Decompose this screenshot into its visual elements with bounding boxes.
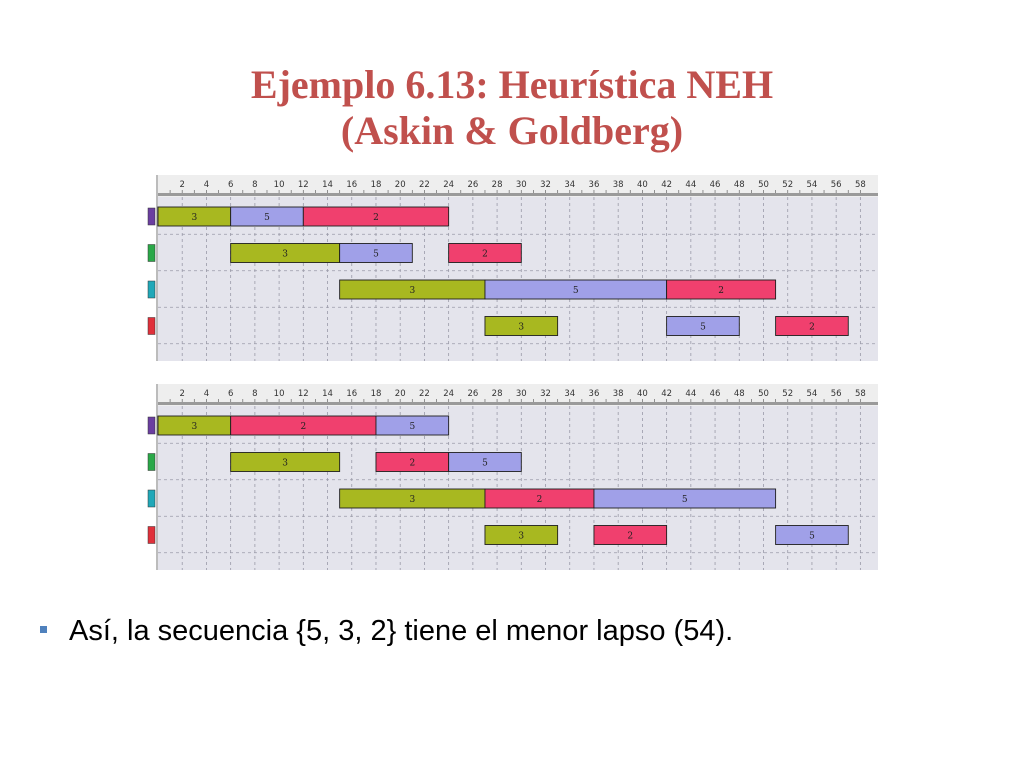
- bullet-marker: [40, 626, 47, 633]
- job-bar-label: 2: [300, 422, 307, 432]
- x-tick-label: 52: [782, 389, 794, 399]
- x-tick-label: 6: [227, 389, 234, 399]
- x-tick-label: 42: [661, 180, 673, 190]
- job-bar-label: 5: [409, 422, 416, 432]
- slide-title: [0, 62, 1024, 154]
- job-bar-label: 3: [282, 458, 289, 469]
- x-tick-label: 14: [322, 180, 333, 190]
- x-tick-label: 56: [830, 389, 842, 399]
- x-tick-label: 46: [709, 389, 721, 399]
- x-tick-label: 24: [443, 389, 455, 399]
- x-tick-label: 22: [419, 389, 430, 399]
- x-tick-label: 20: [394, 389, 406, 399]
- job-bar-label: 5: [700, 322, 706, 333]
- x-tick-label: 54: [806, 389, 818, 399]
- machine-3-icon: [148, 281, 155, 298]
- machine-1-icon: [148, 417, 155, 434]
- x-tick-label: 34: [564, 389, 576, 399]
- x-tick-label: 8: [252, 180, 258, 190]
- x-tick-label: 28: [491, 389, 503, 399]
- time-header-ruler: [146, 402, 878, 405]
- x-tick-label: 58: [854, 180, 866, 190]
- x-tick-label: 52: [782, 180, 794, 190]
- x-tick-label: 58: [854, 389, 866, 399]
- x-tick-label: 40: [636, 180, 648, 190]
- x-tick-label: 12: [297, 180, 309, 190]
- job-bar-label: 5: [482, 458, 488, 469]
- job-bar-label: 5: [809, 531, 815, 542]
- job-bar-label: 3: [191, 422, 198, 432]
- x-tick-label: 6: [227, 180, 234, 190]
- x-tick-label: 48: [733, 180, 745, 190]
- x-tick-label: 2: [179, 180, 185, 190]
- bullet-text: Así, la secuencia {5, 3, 2} tiene el menor lapso (54).: [69, 615, 734, 647]
- x-tick-label: 32: [540, 180, 551, 190]
- x-tick-label: 10: [273, 180, 285, 190]
- job-bar-label: 3: [191, 213, 198, 223]
- slide-title-line2: (Askin & Goldberg): [340, 108, 684, 153]
- job-bar-label: 5: [572, 286, 579, 296]
- x-tick-label: 28: [491, 180, 503, 190]
- machine-2-icon: [148, 245, 155, 262]
- x-tick-label: 10: [273, 389, 285, 399]
- x-tick-label: 4: [203, 389, 210, 399]
- job-bar-label: 2: [373, 213, 379, 223]
- x-tick-label: 8: [252, 389, 258, 399]
- x-tick-label: 36: [588, 389, 600, 399]
- x-tick-label: 26: [467, 389, 479, 399]
- gantt-chart-1: [146, 175, 878, 361]
- job-bar-label: 2: [718, 286, 724, 296]
- x-tick-label: 46: [709, 180, 721, 190]
- x-tick-label: 22: [419, 180, 430, 190]
- slide-title-line1: Ejemplo 6.13: Heurística NEH: [250, 62, 774, 107]
- x-tick-label: 34: [564, 180, 576, 190]
- x-tick-label: 40: [636, 389, 648, 399]
- x-tick-label: 18: [370, 389, 382, 399]
- x-tick-label: 26: [467, 180, 479, 190]
- gantt-chart-2-svg: [146, 384, 878, 570]
- x-tick-label: 16: [346, 180, 358, 190]
- job-bar-label: 5: [373, 249, 379, 260]
- x-tick-label: 30: [515, 389, 527, 399]
- x-tick-label: 54: [806, 180, 818, 190]
- job-bar-label: 3: [518, 531, 525, 542]
- job-bar-label: 3: [518, 322, 525, 333]
- x-tick-label: 24: [443, 180, 455, 190]
- machine-4-icon: [148, 318, 155, 335]
- x-tick-label: 14: [322, 389, 333, 399]
- job-bar-label: 2: [627, 531, 634, 542]
- x-tick-label: 42: [661, 389, 673, 399]
- x-tick-label: 38: [612, 180, 624, 190]
- job-bar-label: 3: [409, 286, 416, 296]
- job-bar-label: 5: [681, 495, 688, 505]
- job-bar-label: 3: [282, 249, 289, 260]
- gantt-chart-2: [146, 384, 878, 570]
- x-tick-label: 2: [179, 389, 185, 399]
- machine-3-icon: [148, 490, 155, 507]
- job-bar-label: 2: [536, 495, 543, 505]
- x-tick-label: 50: [758, 389, 769, 399]
- x-tick-label: 4: [203, 180, 210, 190]
- job-bar-label: 5: [264, 213, 270, 223]
- x-tick-label: 32: [540, 389, 551, 399]
- x-tick-label: 30: [515, 180, 527, 190]
- machine-2-icon: [148, 454, 155, 471]
- x-tick-label: 56: [830, 180, 842, 190]
- gantt-chart-1-svg: [146, 175, 878, 361]
- x-tick-label: 50: [758, 180, 769, 190]
- time-header-ruler: [146, 193, 878, 196]
- job-bar-label: 3: [409, 495, 416, 505]
- x-tick-label: 16: [346, 389, 358, 399]
- machine-4-icon: [148, 527, 155, 544]
- x-tick-label: 48: [733, 389, 745, 399]
- x-tick-label: 38: [612, 389, 624, 399]
- job-bar-label: 2: [482, 249, 488, 260]
- bullet-item: [40, 615, 733, 648]
- x-tick-label: 44: [685, 389, 697, 399]
- machine-1-icon: [148, 208, 155, 225]
- x-tick-label: 20: [394, 180, 406, 190]
- x-tick-label: 36: [588, 180, 600, 190]
- x-tick-label: 12: [297, 389, 309, 399]
- job-bar-label: 2: [409, 458, 416, 469]
- job-bar-label: 2: [809, 322, 815, 333]
- x-tick-label: 44: [685, 180, 697, 190]
- x-tick-label: 18: [370, 180, 382, 190]
